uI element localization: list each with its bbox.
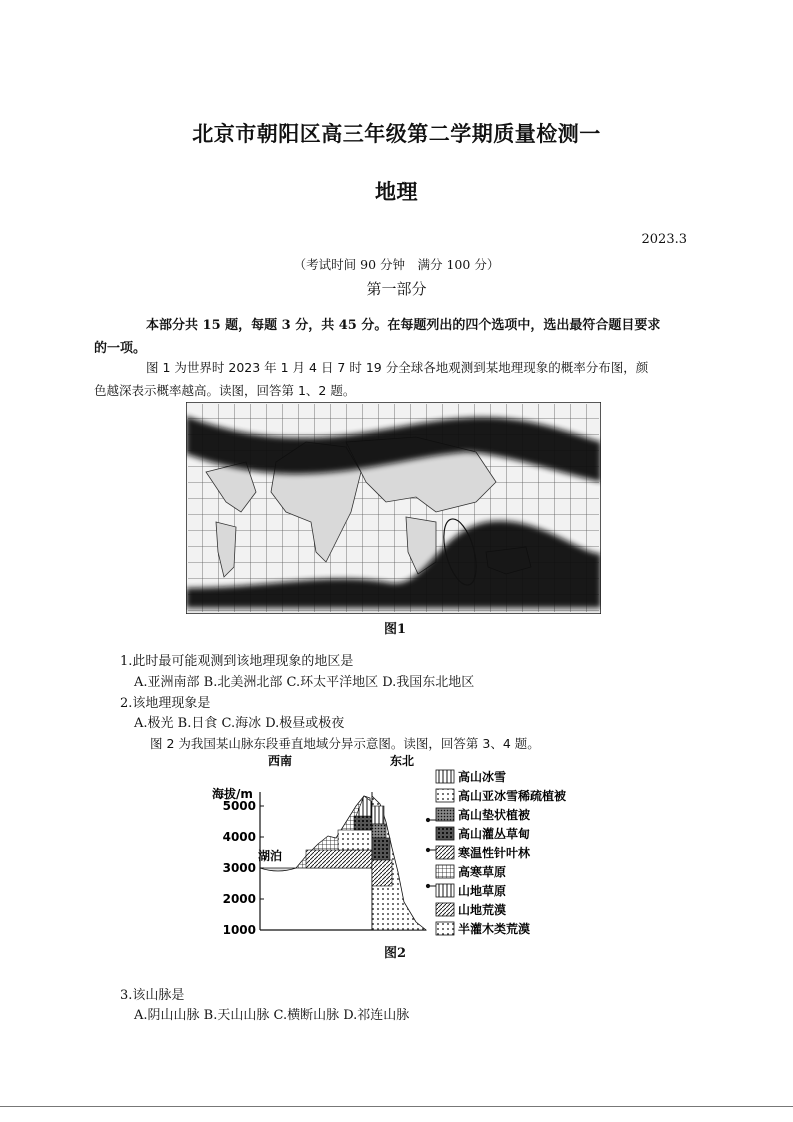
legend-label-8: 山地荒漠 [458, 903, 507, 917]
ne-cushion [372, 824, 386, 838]
instructions-line1: 本部分共 15 题，每题 3 分，共 45 分。在每题列出的四个选项中，选出最符合题目要求 [146, 318, 661, 333]
figure2-caption: 图2 [384, 946, 407, 961]
legend-label-7: 山地草原 [458, 884, 507, 898]
ne-mountain-desert [372, 860, 392, 886]
legend-connectors [426, 818, 436, 887]
legend-swatch-6 [436, 865, 454, 878]
legend-label-5: 寒温性针叶林 [458, 846, 531, 860]
figure1-world-map [186, 402, 601, 614]
label-northeast: 东北 [390, 754, 415, 768]
question-3-stem: 3.该山脉是 [120, 988, 185, 1003]
subject-title: 地理 [375, 179, 418, 204]
legend-label-9: 半灌木类荒漠 [458, 922, 531, 936]
lake [260, 868, 296, 871]
lake-label: 湖泊 [258, 849, 283, 863]
legend-labels [458, 769, 566, 936]
figure2-diagram [206, 752, 566, 938]
figure1-intro-line2: 色越深表示概率越高。读图，回答第 1、2 题。 [94, 383, 356, 398]
question-1-stem: 1.此时最可能观测到该地理现象的地区是 [120, 654, 354, 669]
sw-cushion [354, 816, 372, 830]
legend-swatches [436, 770, 454, 935]
axis-label-elevation: 海拔/m [212, 787, 253, 801]
legend-swatch-1 [436, 770, 454, 783]
figure1-intro-line1: 图 1 为世界时 2023 年 1 月 4 日 7 时 19 分全球各地观测到某地理现象的概率分布图，颜 [146, 360, 649, 375]
legend-label-6: 高寒草原 [458, 865, 507, 879]
figure1-caption: 图1 [384, 622, 407, 637]
legend-swatch-3 [436, 808, 454, 821]
sw-shrub-meadow [338, 830, 372, 850]
y-tick-labels [223, 799, 256, 937]
label-southwest: 西南 [268, 754, 293, 768]
figure1-intro [94, 356, 682, 402]
legend-label-4: 高山灌丛草甸 [458, 827, 531, 841]
instructions-line2: 的一项。 [94, 341, 147, 356]
y-tick-1000: 1000 [222, 923, 256, 937]
exam-info: （考试时间 90 分钟 满分 100 分） [293, 257, 500, 272]
question-3-options: A.阴山山脉 B.天山山脉 C.横断山脉 D.祁连山脉 [134, 1008, 410, 1023]
y-tick-5000: 5000 [222, 799, 256, 813]
y-tick-3000: 3000 [222, 861, 256, 875]
instructions [94, 314, 682, 360]
ne-conifer [372, 838, 390, 860]
question-1-options: A.亚洲南部 B.北美洲北部 C.环太平洋地区 D.我国东北地区 [134, 675, 475, 690]
ne-ice-snow [372, 806, 384, 824]
y-tick-2000: 2000 [222, 892, 256, 906]
question-2-options: A.极光 B.日食 C.海冰 D.极昼或极夜 [134, 716, 345, 731]
legend-swatch-4 [436, 827, 454, 840]
legend-swatch-9 [436, 922, 454, 935]
legend-label-1: 高山冰雪 [458, 770, 507, 784]
paper-title: 北京市朝阳区高三年级第二学期质量检测一 [192, 121, 601, 146]
part-heading: 第一部分 [366, 280, 427, 298]
question-2-stem: 2.该地理现象是 [120, 696, 211, 711]
legend-label-3: 高山垫状植被 [458, 808, 531, 822]
page-bottom-rule [0, 1106, 793, 1107]
legend-label-2: 高山亚冰雪稀疏植被 [458, 789, 566, 803]
legend-swatch-7 [436, 884, 454, 897]
figure2-intro: 图 2 为我国某山脉东段垂直地域分异示意图。读图，回答第 3、4 题。 [150, 736, 540, 751]
y-tick-4000: 4000 [222, 830, 256, 844]
legend-swatch-2 [436, 789, 454, 802]
legend-swatch-8 [436, 903, 454, 916]
legend-swatch-5 [436, 846, 454, 859]
exam-date: 2023.3 [641, 232, 687, 247]
sw-alpine-steppe [306, 850, 372, 868]
